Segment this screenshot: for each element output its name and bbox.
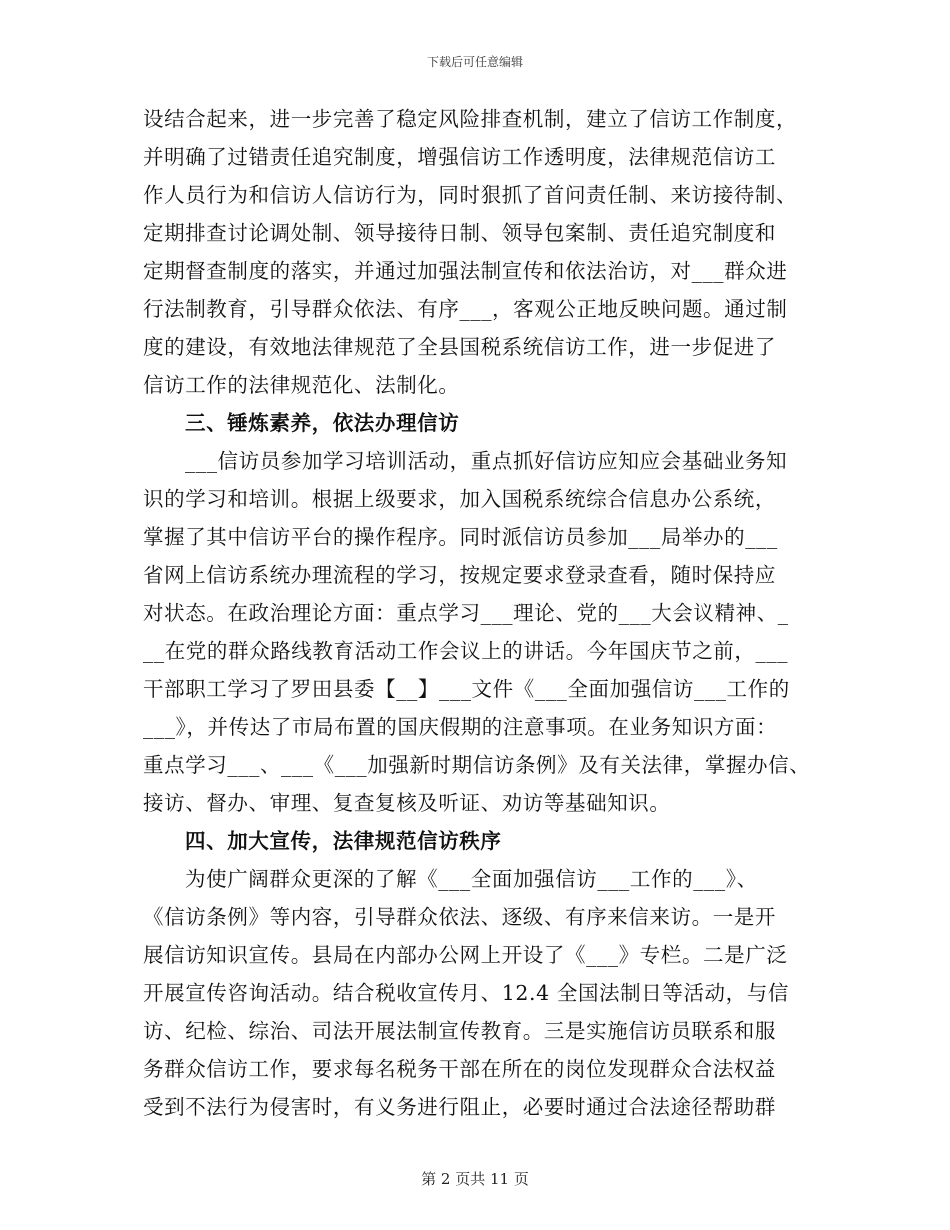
document-body: [143, 100, 823, 1126]
text-line: ___》，并传达了市局布置的国庆假期的注意事项。在业务知识方面：: [143, 715, 778, 739]
section-heading: 三、锤炼素养，依法办理信访: [185, 411, 460, 435]
text-line: 省网上信访系统办理流程的学习，按规定要求登录查看，随时保持应: [143, 563, 776, 587]
page-header: 下载后可任意编辑: [426, 55, 523, 69]
text-line: 并明确了过错责任追究制度，增强信访工作透明度，法律规范信访工: [143, 145, 776, 169]
text-line: 对状态。在政治理论方面：重点学习___理论、党的___大会议精神、_: [143, 601, 789, 625]
text-line: 访、纪检、综治、司法开展法制宣传教育。三是实施信访员联系和服: [143, 1019, 776, 1043]
text-line: 展信访知识宣传。县局在内部办公网上开设了《___》专栏。二是广泛: [143, 943, 788, 967]
text-line: 干部职工学习了罗田县委【__】___文件《___全面加强信访___工作的: [143, 677, 790, 701]
text-line: 定期排查讨论调处制、领导接待日制、领导包案制、责任追究制度和: [143, 221, 776, 245]
text-line: 行法制教育，引导群众依法、有序___，客观公正地反映问题。通过制: [143, 297, 788, 321]
text-line: 度的建设，有效地法律规范了全县国税系统信访工作，进一步促进了: [143, 335, 776, 359]
section-heading: 四、加大宣传，法律规范信访秩序: [185, 829, 502, 853]
text-line: 接访、督办、审理、复查复核及听证、劝访等基础知识。: [143, 791, 671, 815]
text-line: 务群众信访工作，要求每名税务干部在所在的岗位发现群众合法权益: [143, 1057, 776, 1081]
text-line: 开展宣传咨询活动。结合税收宣传月、12.4 全国法制日等活动，与信: [143, 981, 789, 1005]
text-line: ___信访员参加学习培训活动，重点抓好信访应知应会基础业务知: [185, 449, 788, 473]
text-line: 受到不法行为侵害时，有义务进行阻止，必要时通过合法途径帮助群: [143, 1095, 776, 1119]
text-line: 重点学习___、___《___加强新时期信访条例》及有关法律，掌握办信、: [143, 753, 811, 777]
text-line: 掌握了其中信访平台的操作程序。同时派信访员参加___局举办的___: [143, 525, 778, 549]
text-line: 《信访条例》等内容，引导群众依法、逐级、有序来信来访。一是开: [143, 905, 776, 929]
text-line: 识的学习和培训。根据上级要求，加入国税系统综合信息办公系统，: [143, 487, 776, 511]
page-footer: 第 2 页共 11 页: [421, 1170, 529, 1188]
text-line: 信访工作的法律规范化、法制化。: [143, 373, 460, 397]
text-line: __在党的群众路线教育活动工作会议上的讲话。今年国庆节之前，___: [143, 639, 789, 663]
text-line: 设结合起来，进一步完善了稳定风险排查机制，建立了信访工作制度，: [143, 107, 798, 131]
text-line: 作人员行为和信访人信访行为，同时狠抓了首问责任制、来访接待制、: [143, 183, 798, 207]
text-line: 定期督查制度的落实，并通过加强法制宣传和依法治访，对___群众进: [143, 259, 788, 283]
text-line: 为使广阔群众更深的了解《___全面加强信访___工作的___》、: [185, 867, 758, 891]
